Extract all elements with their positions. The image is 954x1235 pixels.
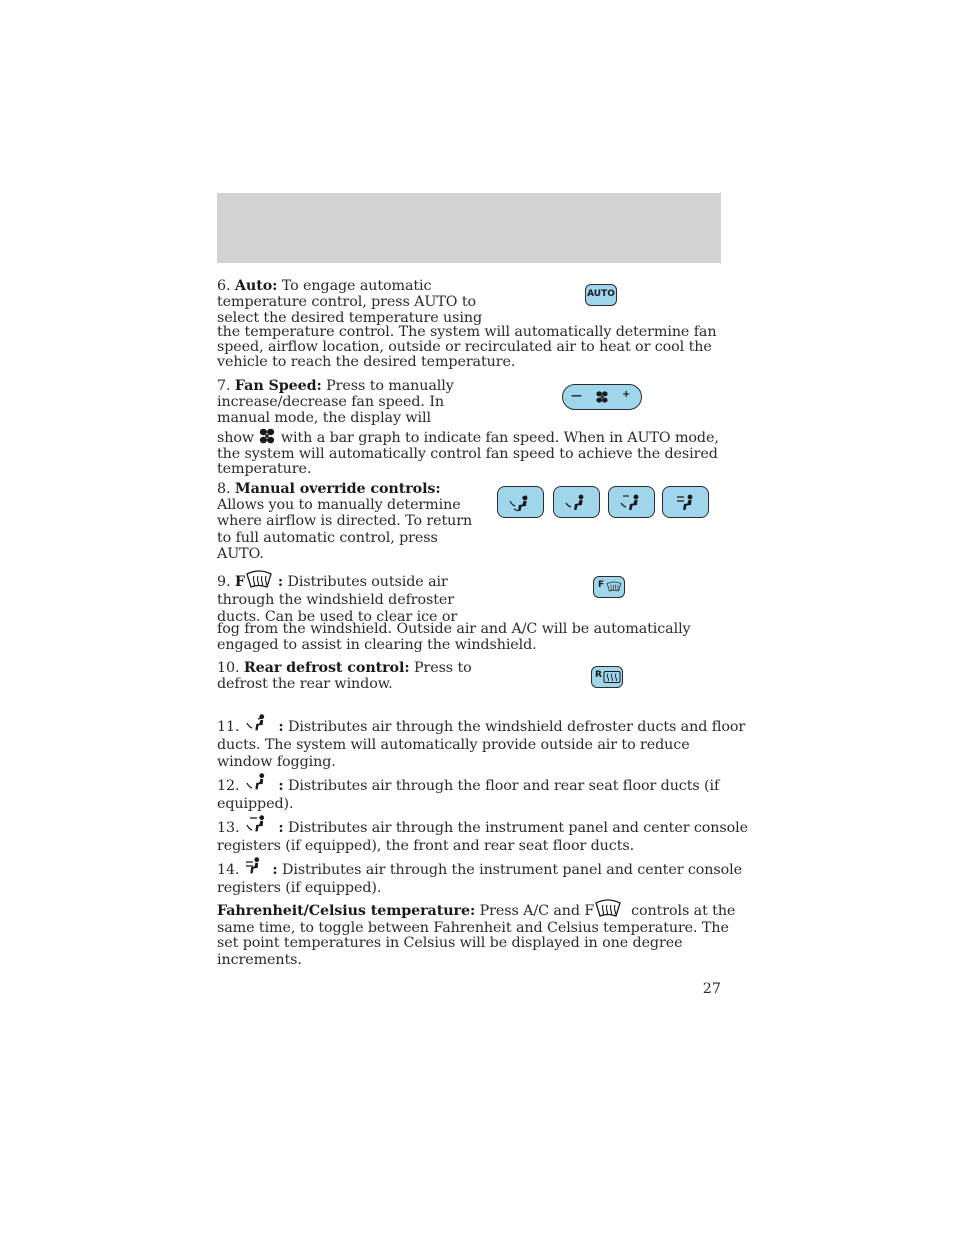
item-6-title: Auto: — [234, 278, 278, 294]
item-13-text: 13. : Distributes air through the instrument panel and center console registers (if equipped), the front and rear seat floor ducts. — [217, 814, 748, 855]
item-9-continued: fog from the windshield. Outside air and A/C will be automatically engaged to assist in clearing the windshield. — [217, 621, 691, 654]
windshield-defrost-icon — [606, 581, 622, 593]
fan-icon — [595, 390, 609, 404]
panel-mode-button[interactable] — [662, 486, 709, 518]
rear-defrost-button[interactable]: R — [591, 666, 623, 688]
panel-mode-icon — [663, 487, 708, 517]
item-10-title: Rear defrost control: — [243, 660, 410, 676]
fan-decrease-button[interactable]: — — [571, 389, 582, 402]
item-12-text: 12. : Distributes air through the floor and rear seat floor ducts (if equipped). — [217, 772, 719, 813]
panel-floor-mode-icon — [244, 814, 274, 836]
item-8-title: Manual override controls: — [234, 481, 441, 497]
fan-speed-rocker[interactable] — [562, 384, 642, 410]
floor-defrost-mode-icon — [498, 487, 543, 517]
page-number: 27 — [702, 981, 721, 997]
item-9-title: F : — [235, 574, 283, 590]
item-11-text: 11. : Distributes air through the windshield defroster ducts and floor ducts. The system will automatically provide outside air to reduce window fogging. — [217, 713, 745, 772]
floor-mode-icon — [244, 772, 274, 794]
floor-defrost-mode-button[interactable] — [497, 486, 544, 518]
rear-defrost-icon — [603, 670, 621, 684]
item-7-text: 7. Fan Speed: Press to manually increase/decrease fan speed. In manual mode, the display will show with a bar graph to indicate fan speed. When in AUTO mode, the system will automatically control fan speed to achieve the desired temperature. — [217, 378, 719, 478]
panel-mode-icon — [244, 856, 268, 878]
panel-floor-mode-button[interactable] — [608, 486, 655, 518]
fahrenheit-celsius-title: Fahrenheit/Celsius temperature: — [217, 903, 476, 919]
fan-icon — [258, 427, 276, 445]
item-9-text: 9. F : Distributes outside air through the windshield defroster ducts. Can be used to clear ice or — [217, 570, 457, 627]
floor-defrost-mode-icon — [244, 713, 274, 735]
floor-mode-button[interactable] — [553, 486, 600, 518]
windshield-defrost-icon — [594, 899, 622, 919]
panel-floor-mode-icon — [609, 487, 654, 517]
auto-button[interactable]: AUTO — [585, 284, 617, 306]
section-header-band — [217, 193, 721, 263]
floor-mode-icon — [554, 487, 599, 517]
fahrenheit-celsius-text: Fahrenheit/Celsius temperature: Press A/C and F controls at the same time, to toggle between Fahrenheit and Celsius temperature. The set point temperatures in Celsius will be displayed in one degree increments. — [217, 899, 735, 968]
item-14-text: 14. : Distributes air through the instrument panel and center console registers (if equipped). — [217, 856, 742, 897]
item-6-continued: the temperature control. The system will automatically determine fan speed, airflow location, outside or recirculated air to heat or cool the vehicle to reach the desired temperature. — [217, 324, 717, 371]
windshield-defrost-icon — [245, 570, 273, 590]
item-8-text: 8. Manual override controls: Allows you to manually determine where airflow is directed. To return to full automatic control, press AUTO. — [217, 481, 473, 562]
item-7-title: Fan Speed: — [234, 378, 322, 394]
item-6-text: 6. Auto: To engage automatic temperature control, press AUTO to select the desired temperature using — [217, 278, 483, 327]
windshield-defrost-button[interactable]: F — [593, 576, 625, 598]
item-10-text: 10. Rear defrost control: Press to defrost the rear window. — [217, 660, 472, 693]
fan-increase-button[interactable]: + — [622, 389, 631, 400]
